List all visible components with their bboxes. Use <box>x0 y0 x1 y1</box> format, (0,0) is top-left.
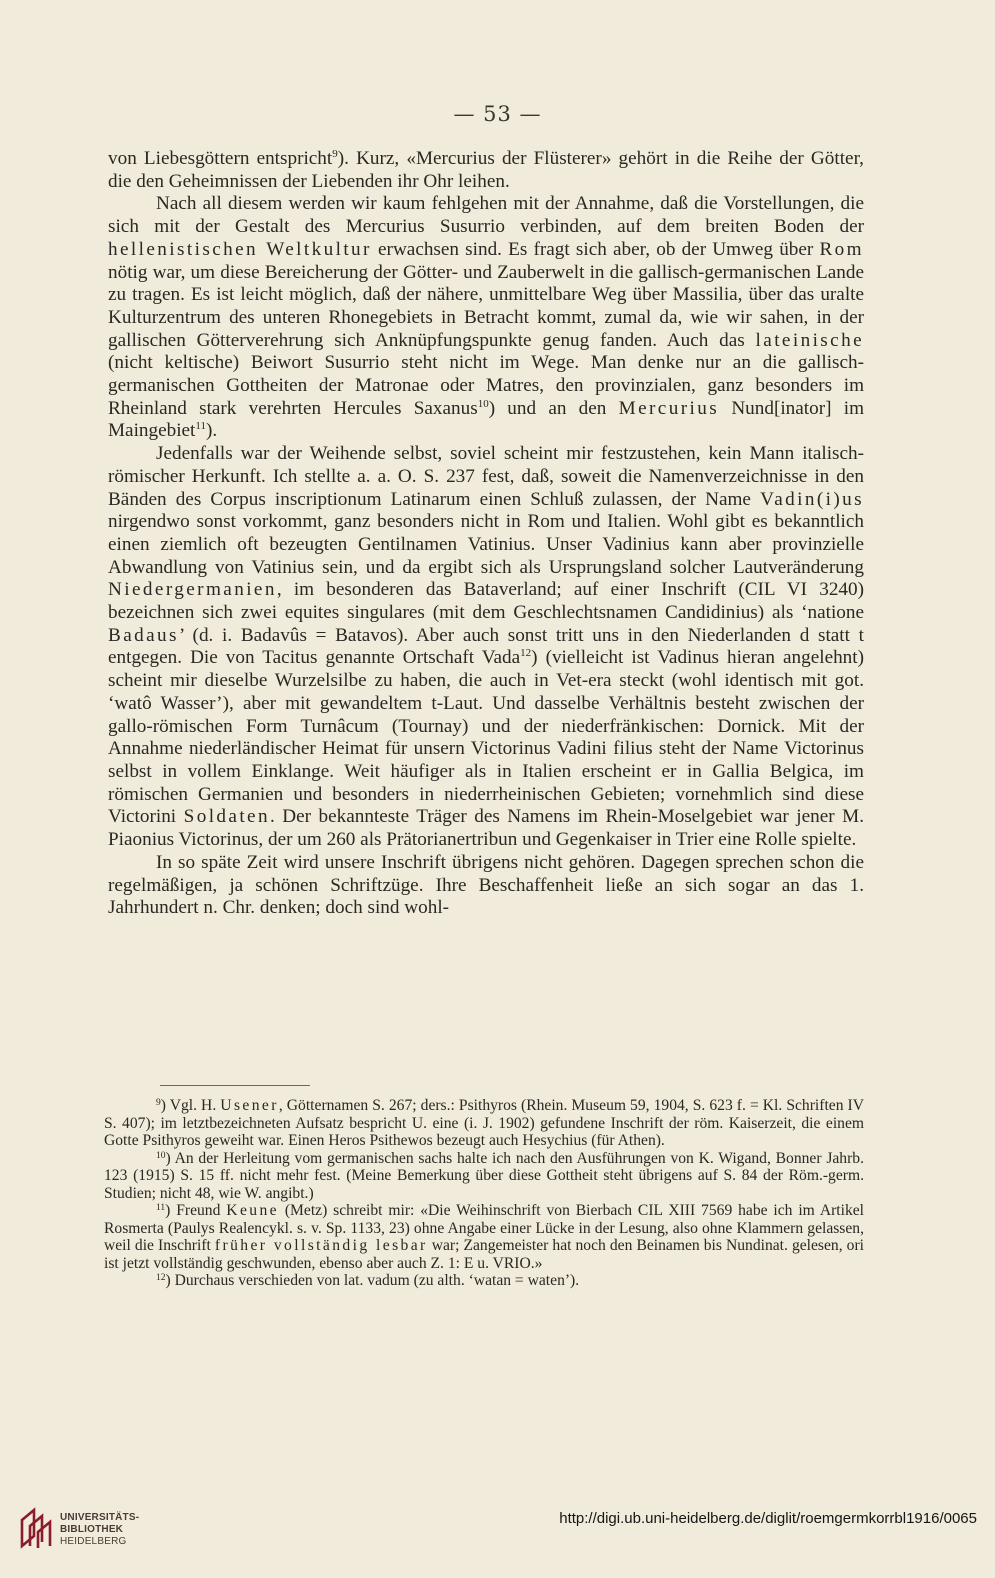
logo-line-3: HEIDELBERG <box>60 1536 127 1547</box>
text-run: ). Kurz, «Mercurius der Flüsterer» gehört in die Reihe der Götter, die den Geheimnissen der Liebenden ihr Ohr leihen. <box>108 148 864 192</box>
paragraph <box>108 443 864 852</box>
text-run: ’ (d. i. Badavûs = Batavos). Aber auch sonst tritt uns in den Niederlanden d statt t entgegen. Die von Tacitus genannte Ortschaft Vada <box>108 624 864 669</box>
spaced-emphasis: lateinische <box>755 329 864 351</box>
text-run: ). <box>205 420 218 442</box>
library-logo-icon <box>18 1506 54 1550</box>
footnote-marker: 12 <box>520 647 532 660</box>
footnote-marker: 10 <box>477 397 489 410</box>
text-run: Jedenfalls war der Weihende selbst, soviel scheint mir festzustehen, kein Mann italisch-römischer Herkunft. Ich stellte a. a. O. S. 237 fest, daß, soweit die Namenverzeichnisse in den Bänden des Corpus inscriptionum Latinarum einen Schluß zulassen, der Name <box>108 443 864 510</box>
source-url-link[interactable]: http://digi.ub.uni-heidelberg.de/diglit/roemgermkorrbl1916/0065 <box>559 1510 977 1527</box>
spaced-emphasis: hellenistischen Weltkultur <box>108 238 372 260</box>
footnote-marker: 9 <box>332 148 338 160</box>
text-run: ) Durchaus verschieden von lat. vadum (zu alth. ‘watan = waten’). <box>165 1272 580 1289</box>
spaced-emphasis: Rom <box>819 238 865 260</box>
spaced-emphasis: Usener <box>220 1097 279 1114</box>
text-run: (Metz) schreibt mir: «Die Weihinschrift von Bierbach CIL XIII 7569 habe ich im Artikel Rosmerta (Paulys Realencykl. s. v. Sp. 1133, 23) ohne Angabe einer Lücke in der Lesung, also ohne Klammern gelassen, weil die Inschrift <box>104 1202 864 1254</box>
footnote <box>104 1150 864 1203</box>
footnote <box>104 1202 864 1272</box>
spaced-emphasis: Keune <box>226 1202 279 1219</box>
library-logo-text <box>60 1512 139 1548</box>
spaced-emphasis: Vadin(i)us <box>760 488 864 510</box>
text-run: Nach all diesem werden wir kaum fehlgehen mit der Annahme, daß die Vorstellungen, die sich mit der Gestalt des Mercurius Susurrio verbinden, auf dem breiten Boden der <box>108 193 864 238</box>
text-run: von Liebesgöttern entspricht <box>108 148 333 169</box>
spaced-emphasis: Mercurius <box>618 397 720 419</box>
footnote-marker: 9 <box>156 1098 161 1108</box>
footnotes <box>104 1097 864 1290</box>
text-run: , im besonderen das Bataverland; auf einer Inschrift (CIL VI 3240) bezeichnen sich zwei equites singulares (mit dem Geschlechtsnamen Candidinius) als ‘natione <box>108 579 864 624</box>
text-run: ) An der Herleitung vom germanischen sachs halte ich nach den Ausführungen von K. Wigand, Bonner Jahrb. 123 (1915) S. 15 ff. nicht mehr fest. (Meine Bemerkung über diese Gottheit steht übrigens auf S. 84 der Röm.-germ. Studien; nicht 48, wie W. angibt.) <box>104 1149 864 1202</box>
page-number: — 53 — <box>453 102 542 126</box>
footnote <box>104 1097 864 1150</box>
text-run: ) (vielleicht ist Vadinus hieran angelehnt) scheint mir dieselbe Wurzelsilbe zu haben, die auch in Vet-era steckt (wohl identisch mit got. ‘watô Wasser’), aber mit gewandeltem t-Laut. Und dasselbe Verhältnis besteht zwischen der gallo-römischen Form Turnâcum (Tournay) und der niederfränkischen: Dornick. Mit der Annahme niederländischer Heimat für unsern Victorinus Vadini filius steht der Name Victorinus selbst in vollem Einklange. Weit häufiger als in Italien erscheint er in Gallia Belgica, im römischen Germanien und besonders in niederrheinischen Gebieten; vornehmlich sind diese Victorini <box>108 647 864 828</box>
text-run: ) und an den <box>488 397 619 419</box>
text-run: ) Vgl. H. <box>160 1097 221 1114</box>
footnote-divider <box>160 1085 310 1086</box>
library-logo[interactable] <box>18 1506 168 1556</box>
paragraph <box>108 193 864 443</box>
paragraph <box>108 852 864 920</box>
text-run: nirgendwo sonst vorkommt, ganz besonders nicht in Rom und Italien. Wohl gibt es bekanntlich einen ziemlich oft bezeugten Gentilnamen Vatinius. Unser Vadinius kann aber provinzielle Abwandlung von Vatinius sein, und da ergibt sich als Ursprungsland solcher Lautveränderung <box>108 511 864 578</box>
footnote <box>104 1272 864 1290</box>
footnote-marker: 11 <box>156 1203 166 1213</box>
spaced-emphasis: Badaus <box>108 624 179 646</box>
text-run: nötig war, um diese Bereicherung der Götter- und Zauberwelt in die gallisch-germanischen Lande zu tragen. Es ist leicht möglich, daß der nähere, unmittelbare Weg über Massilia, über das uralte Kulturzentrum des unteren Rhonegebiets in Betracht kommt, zumal da, wie wir sahen, in der gallischen Götterverehrung sich Anknüpfungspunkte genug fanden. Auch das <box>108 261 864 351</box>
text-run: In so späte Zeit wird unsere Inschrift übrigens nicht gehören. Dagegen sprechen schon die regelmäßigen, ja schönen Schriftzüge. Ihre Beschaffenheit ließe an sich sogar an das 1. Jahrhundert n. Chr. denken; doch sind wohl- <box>108 851 864 919</box>
text-run: erwachsen sind. Es fragt sich aber, ob der Umweg über <box>371 238 820 260</box>
logo-line-1: UNIVERSITÄTS- <box>60 1512 140 1523</box>
text-run: . Der bekannteste Träger des Namens im Rhein-Moselgebiet war jener M. Piaonius Victorinus, der um 260 als Prätorianertribun und Gegenkaiser in Trier eine Rolle spielte. <box>108 806 864 851</box>
text-run: (nicht keltische) Beiwort Susurrio steht nicht im Wege. Man denke nur an die gallisch-germanischen Gottheiten der Matronae oder Matres, den provinzialen, ganz besonders im Rheinland stark verehrten Hercules Saxanus <box>108 352 864 419</box>
footnote-marker: 11 <box>195 420 206 433</box>
text-run: Nund[inator] im Maingebiet <box>108 397 864 442</box>
footnote-marker: 10 <box>156 1150 166 1161</box>
spaced-emphasis: Soldaten <box>183 806 270 828</box>
main-text <box>108 148 864 920</box>
logo-line-2: BIBLIOTHEK <box>60 1524 124 1535</box>
spaced-emphasis: Niedergermanien <box>108 579 277 601</box>
footnote-marker: 12 <box>156 1273 166 1283</box>
text-run: ) Freund <box>165 1202 227 1219</box>
spaced-emphasis: früher vollständig lesbar <box>214 1237 428 1254</box>
paragraph <box>108 148 864 193</box>
text-run: war; Zangemeister hat noch den Beinamen bis Nundinat. gelesen, ori ist jetzt vollständig geschwunden, ebenso aber auch Z. 1: E u. VRIO.» <box>104 1237 864 1272</box>
text-run: , Götternamen S. 267; ders.: Psithyros (Rhein. Museum 59, 1904, S. 623 f. = Kl. Schriften IV S. 407); im letztbezeichneten Aufsatz bespricht U. eine (i. J. 1902) gefundene Inschrift der röm. Kaiserzeit, die einem Gotte Psithyros geweiht war. Einen Heros Psithewos bezeugt auch Hesychius (für Athen). <box>104 1097 865 1149</box>
